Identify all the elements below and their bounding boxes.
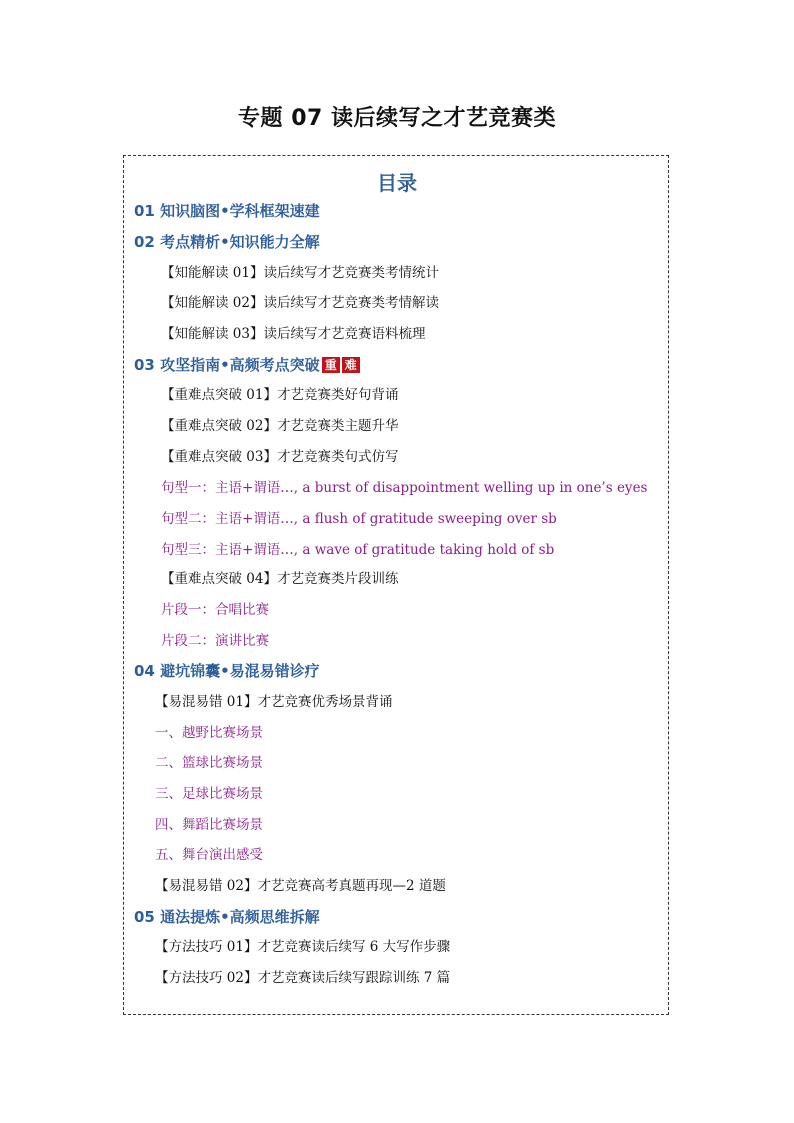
toc-heading: 目录 — [377, 171, 417, 195]
toc-item-04-1[interactable]: 【易混易错 01】才艺竞赛优秀场景背诵 — [155, 694, 393, 710]
toc-item-02-1[interactable]: 【知能解读 01】读后续写才艺竞赛类考情统计 — [161, 265, 439, 281]
difficulty-badge-zhong: 重 — [321, 356, 341, 374]
toc-item-02-2[interactable]: 【知能解读 02】读后续写才艺竞赛类考情解读 — [161, 295, 439, 311]
toc-pattern-1[interactable]: 句型一：主语+谓语…, a burst of disappointment welling up in one’s eyes — [161, 480, 648, 496]
toc-item-02-3[interactable]: 【知能解读 03】读后续写才艺竞赛语料梳理 — [161, 326, 426, 342]
toc-item-05-2[interactable]: 【方法技巧 02】才艺竞赛读后续写跟踪训练 7 篇 — [155, 970, 451, 986]
toc-pattern-3[interactable]: 句型三：主语+谓语…, a wave of gratitude taking hold of sb — [161, 542, 555, 558]
toc-section-01[interactable]: 01 知识脑图•学科框架速建 — [134, 202, 320, 220]
toc-section-02[interactable]: 02 考点精析•知识能力全解 — [134, 233, 320, 251]
toc-segment-1[interactable]: 片段一：合唱比赛 — [161, 602, 269, 618]
toc-scene-4[interactable]: 四、舞蹈比赛场景 — [155, 817, 263, 833]
toc-scene-5[interactable]: 五、舞台演出感受 — [155, 847, 263, 863]
toc-section-03-label: 03 攻坚指南•高频考点突破 — [134, 356, 320, 374]
difficulty-badge-nan: 难 — [341, 356, 361, 374]
toc-section-04[interactable]: 04 避坑锦囊•易混易错诊疗 — [134, 662, 320, 680]
toc-item-05-1[interactable]: 【方法技巧 01】才艺竞赛读后续写 6 大写作步骤 — [155, 939, 451, 955]
toc-pattern-2[interactable]: 句型二：主语+谓语…, a flush of gratitude sweeping over sb — [161, 511, 557, 527]
toc-item-03-1[interactable]: 【重难点突破 01】才艺竞赛类好句背诵 — [161, 387, 399, 403]
toc-scene-2[interactable]: 二、篮球比赛场景 — [155, 755, 263, 771]
toc-section-03[interactable] — [134, 355, 361, 375]
toc-item-03-2[interactable]: 【重难点突破 02】才艺竞赛类主题升华 — [161, 418, 399, 434]
document-title: 专题 07 读后续写之才艺竞赛类 — [238, 106, 556, 131]
toc-scene-1[interactable]: 一、越野比赛场景 — [155, 725, 263, 741]
toc-item-04-2[interactable]: 【易混易错 02】才艺竞赛高考真题再现—2 道题 — [155, 878, 446, 894]
toc-section-05[interactable]: 05 通法提炼•高频思维拆解 — [134, 908, 320, 926]
toc-item-03-3[interactable]: 【重难点突破 03】才艺竞赛类句式仿写 — [161, 449, 399, 465]
toc-segment-2[interactable]: 片段二：演讲比赛 — [161, 633, 269, 649]
toc-item-03-4[interactable]: 【重难点突破 04】才艺竞赛类片段训练 — [161, 571, 399, 587]
toc-scene-3[interactable]: 三、足球比赛场景 — [155, 786, 263, 802]
